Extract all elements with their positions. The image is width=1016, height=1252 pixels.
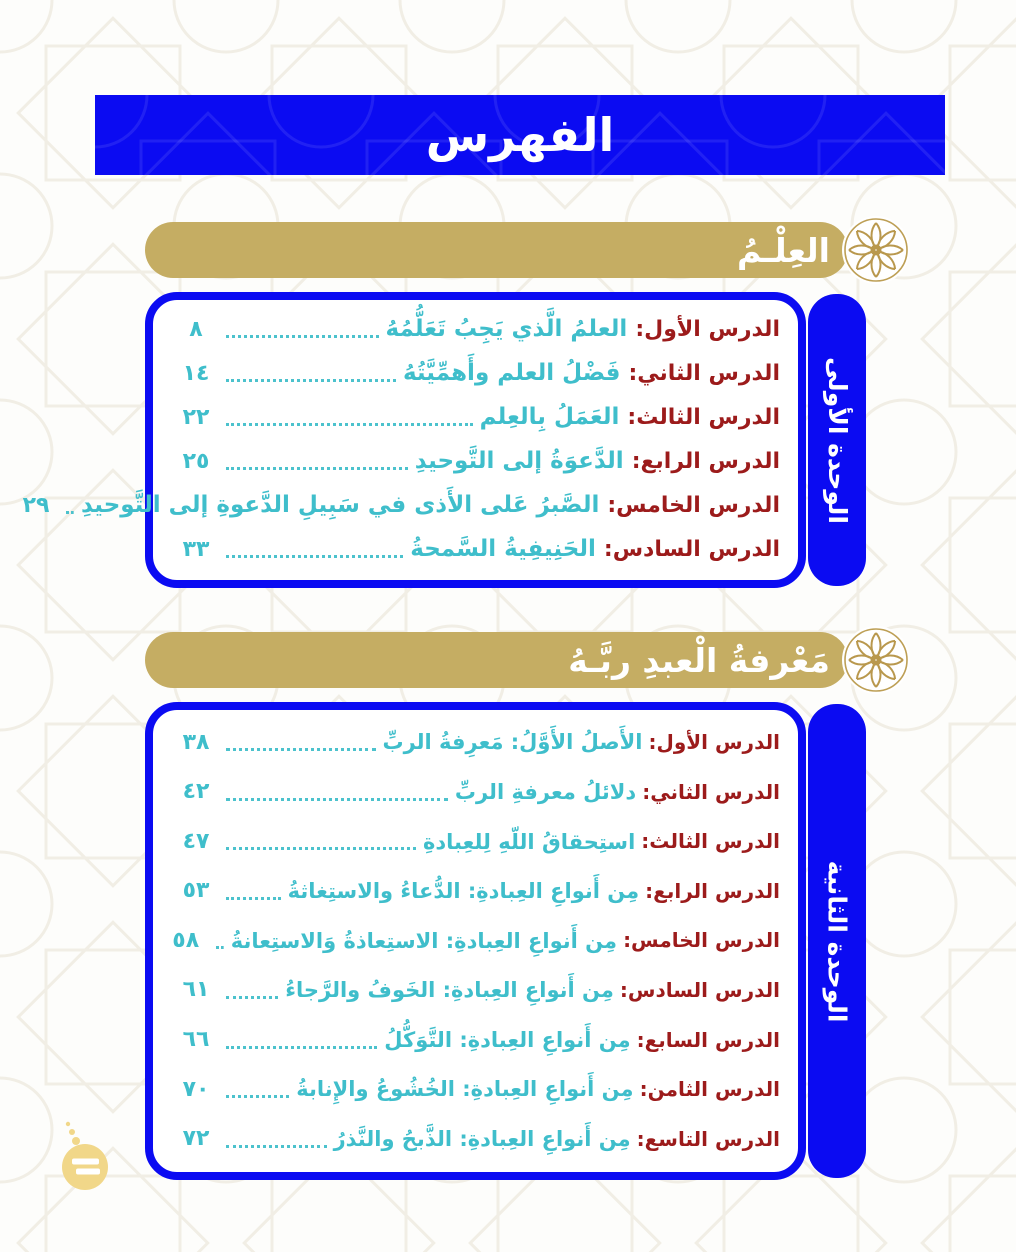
eight-petal-rosette-icon [840,624,912,696]
lesson-page-number: ٥٨ [172,927,200,953]
lesson-title: الصَّبرُ عَلى الأَذى في سَبِيلِ الدَّعوةِ إلى التَّوحيدِ [81,492,600,519]
lesson-title: استِحقاقُ اللّهِ لِلعِبادةِ [422,829,636,854]
lesson-row [173,1073,780,1107]
lesson-row [173,973,780,1007]
lesson-label: الدرس الثامن: [639,1077,780,1102]
lesson-label: الدرس الرابع: [645,878,780,903]
dotted-leader [226,847,416,850]
unit-1-tab [808,294,866,586]
lesson-label: الدرس الثالث: [641,829,780,854]
lesson-row [173,1023,780,1057]
unit-2-box [145,702,806,1180]
lesson-row [173,532,780,568]
lesson-row [173,356,780,392]
lesson-row [22,488,780,524]
dotted-leader [226,1046,377,1049]
section-banner-knowing-lord [145,632,848,688]
lesson-label: الدرس الخامس: [607,492,780,518]
lesson-title: الدَّعوَةُ إلى التَّوحيدِ [414,448,624,475]
dotted-leader [226,798,448,801]
lesson-title: العلمُ الَّذي يَجِبُ تَعَلُّمُهُ [385,316,628,343]
lesson-page-number: ٧٢ [182,1126,210,1152]
dotted-leader [226,423,473,426]
section-banner-knowledge [145,222,848,278]
lesson-label: الدرس الرابع: [631,448,780,474]
lesson-page-number: ٣٣ [182,536,210,562]
lesson-page-number: ٢٥ [182,448,210,474]
lesson-page-number: ٢٢ [182,404,210,430]
lesson-label: الدرس التاسع: [636,1126,780,1151]
dotted-leader [226,467,408,470]
lesson-page-number: ٦١ [182,977,210,1003]
header-banner [95,95,945,175]
gold-publisher-emblem-icon [48,1112,118,1202]
dotted-leader [226,335,379,338]
dotted-leader [226,1095,289,1098]
lesson-title: الأَصلُ الأَوَّلُ: مَعرِفةُ الربِّ [382,730,643,755]
lesson-row [173,874,780,908]
lesson-title: فَضْلُ العلم وأَهمِّيَّتُهُ [402,360,621,387]
lesson-page-number: ٤٢ [182,779,210,805]
unit-2-tab-label: الوحدة الثانية [822,860,852,1022]
lesson-label: الدرس السادس: [603,536,780,562]
lesson-row [173,1122,780,1156]
lesson-label: الدرس السادس: [619,978,780,1002]
lesson-row [173,825,780,859]
section-title: العِلْـمُ [737,230,830,270]
dotted-leader [226,555,403,558]
lesson-title: دلائلُ معرفةِ الربِّ [454,780,637,805]
lesson-page-number: ٢٩ [22,492,50,518]
unit-2-lessons [153,710,798,1172]
lesson-page-number: ٨ [189,316,203,342]
lesson-title: مِن أَنواعِ العِبادةِ: الذَّبحُ والنَّذرُ [333,1126,631,1151]
dotted-leader [226,1145,327,1148]
lesson-title: مِن أَنواعِ العِبادةِ: التَّوَكُّلُ [384,1027,631,1052]
dotted-leader [226,996,278,999]
lesson-row [173,400,780,436]
unit-1-box [22,292,806,588]
lesson-row [173,726,780,760]
lesson-row [173,312,780,348]
dotted-leader [226,379,396,382]
lesson-title: مِن أَنواعِ العِبادةِ: الاستِعاذةُ وَالاستِعانةُ [230,928,618,953]
lesson-label: الدرس السابع: [636,1027,780,1052]
lesson-label: الدرس الخامس: [623,928,780,953]
lesson-title: مِن أَنواعِ العِبادةِ: الخُشُوعُ والإِنابةُ [296,1077,634,1102]
lesson-title: مِن أَنواعِ العِبادةِ: الدُّعاءُ والاستِغاثةُ [287,879,640,904]
unit-2-tab [808,704,866,1178]
dotted-leader [216,946,224,949]
lesson-row [173,775,780,809]
lesson-title: العَمَلُ بِالعِلم [479,404,620,431]
dotted-leader [226,897,281,900]
unit-1-lessons [22,300,798,580]
lesson-page-number: ٥٣ [182,878,210,904]
unit-1-tab-label: الوحدة الأولى [822,356,852,524]
lesson-label: الدرس الثاني: [628,360,780,386]
lesson-page-number: ١٤ [182,360,210,386]
lesson-label: الدرس الأول: [648,730,780,755]
lesson-page-number: ٧٠ [182,1076,210,1102]
lesson-label: الدرس الثالث: [627,404,780,430]
page-title: الفهرس [425,108,615,162]
lesson-title: الحَنِيفِيةُ السَّمحةُ [410,536,596,563]
lesson-page-number: ٣٨ [182,729,210,755]
lesson-title: مِن أَنواعِ العِبادةِ: الخَوفُ والرَّجاءُ [285,978,614,1003]
dotted-leader [66,511,74,514]
lesson-label: الدرس الأول: [635,316,780,342]
lesson-label: الدرس الثاني: [642,779,780,804]
lesson-row [173,444,780,480]
section-title: مَعْرفةُ الْعبدِ ربَّـهُ [568,640,830,680]
lesson-page-number: ٦٦ [182,1027,210,1052]
lesson-page-number: ٤٧ [182,828,210,854]
eight-petal-rosette-icon [840,214,912,286]
lesson-row [173,924,780,958]
dotted-leader [226,748,376,751]
